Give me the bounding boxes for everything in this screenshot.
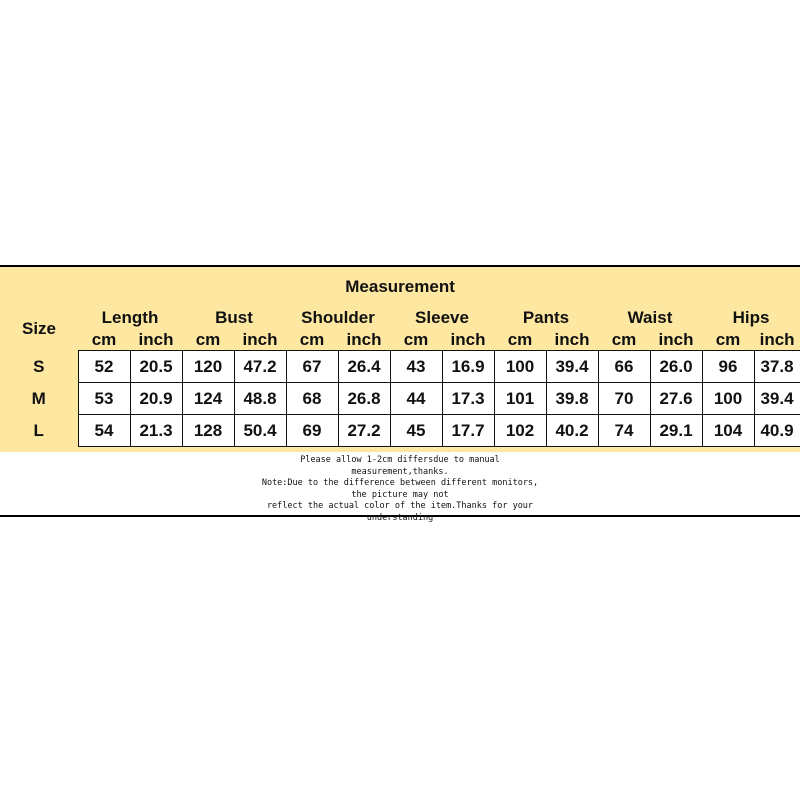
unit-header: inch [242, 330, 278, 349]
unit-header: cm [195, 330, 221, 349]
note-line: Please allow 1-2cm differsdue to manual [300, 455, 500, 465]
table-cell: 68 [286, 383, 338, 415]
title-spacer [0, 267, 78, 307]
table-cell: 21.3 [130, 415, 182, 447]
column-header: Length [101, 308, 159, 327]
table-cell: 26.8 [338, 383, 390, 415]
note-line: Note:Due to the difference between different monitors, [261, 478, 539, 488]
table-cell: 54 [78, 415, 130, 447]
unit-header: cm [611, 330, 637, 349]
unit-header: cm [507, 330, 533, 349]
column-header: Hips [732, 308, 770, 327]
table-cell: 50.4 [234, 415, 286, 447]
unit-header: inch [346, 330, 382, 349]
unit-header: inch [138, 330, 174, 349]
table-cell: 26.0 [650, 351, 702, 383]
table-cell: 17.7 [442, 415, 494, 447]
table-cell: 120 [182, 351, 234, 383]
table-cell: 20.5 [130, 351, 182, 383]
table-cell: 69 [286, 415, 338, 447]
size-data-table [0, 350, 800, 447]
column-header: Pants [522, 308, 570, 327]
unit-header: cm [403, 330, 429, 349]
table-row [0, 415, 800, 447]
size-cell: S [0, 351, 78, 383]
column-header: Sleeve [415, 308, 469, 327]
note-line: measurement,thanks. [351, 466, 449, 477]
unit-header: inch [450, 330, 486, 349]
column-header: Waist [627, 308, 673, 327]
table-cell: 43 [390, 351, 442, 383]
table-cell: 74 [598, 415, 650, 447]
table-cell: 101 [494, 383, 546, 415]
table-cell: 16.9 [442, 351, 494, 383]
table-cell: 40.9 [754, 415, 800, 447]
table-cell: 45 [390, 415, 442, 447]
table-cell: 66 [598, 351, 650, 383]
unit-header: inch [554, 330, 590, 349]
table-cell: 27.6 [650, 383, 702, 415]
table-row [0, 383, 800, 415]
note-line: the picture may not [351, 489, 449, 500]
table-cell: 124 [182, 383, 234, 415]
table-cell: 104 [702, 415, 754, 447]
table-cell: 17.3 [442, 383, 494, 415]
table-cell: 102 [494, 415, 546, 447]
column-header: Shoulder [301, 308, 375, 327]
column-header: Bust [215, 308, 253, 327]
table-cell: 37.8 [754, 351, 800, 383]
unit-header: cm [299, 330, 325, 349]
table-cell: 96 [702, 351, 754, 383]
table-cell: 26.4 [338, 351, 390, 383]
size-table [0, 267, 800, 357]
table-cell: 48.8 [234, 383, 286, 415]
unit-header: inch [658, 330, 694, 349]
table-cell: 27.2 [338, 415, 390, 447]
table-cell: 70 [598, 383, 650, 415]
size-chart [0, 265, 800, 523]
table-row [0, 351, 800, 383]
unit-header: inch [759, 330, 795, 349]
size-cell: L [0, 415, 78, 447]
table-cell: 39.4 [754, 383, 800, 415]
table-cell: 39.8 [546, 383, 598, 415]
table-cell: 52 [78, 351, 130, 383]
table-cell: 67 [286, 351, 338, 383]
note-line: reflect the actual color of the item.Thanks for your [266, 501, 534, 511]
table-cell: 53 [78, 383, 130, 415]
table-cell: 100 [494, 351, 546, 383]
size-cell: M [0, 383, 78, 415]
disclaimer-note [0, 455, 800, 523]
table-cell: 39.4 [546, 351, 598, 383]
unit-header: cm [715, 330, 741, 349]
table-cell: 29.1 [650, 415, 702, 447]
table-cell: 40.2 [546, 415, 598, 447]
table-cell: 47.2 [234, 351, 286, 383]
note-line: understanding [366, 512, 434, 523]
table-cell: 100 [702, 383, 754, 415]
size-header: Size [21, 319, 57, 338]
table-title: Measurement [345, 277, 455, 296]
unit-header: cm [91, 330, 117, 349]
table-cell: 44 [390, 383, 442, 415]
table-cell: 128 [182, 415, 234, 447]
table-cell: 20.9 [130, 383, 182, 415]
